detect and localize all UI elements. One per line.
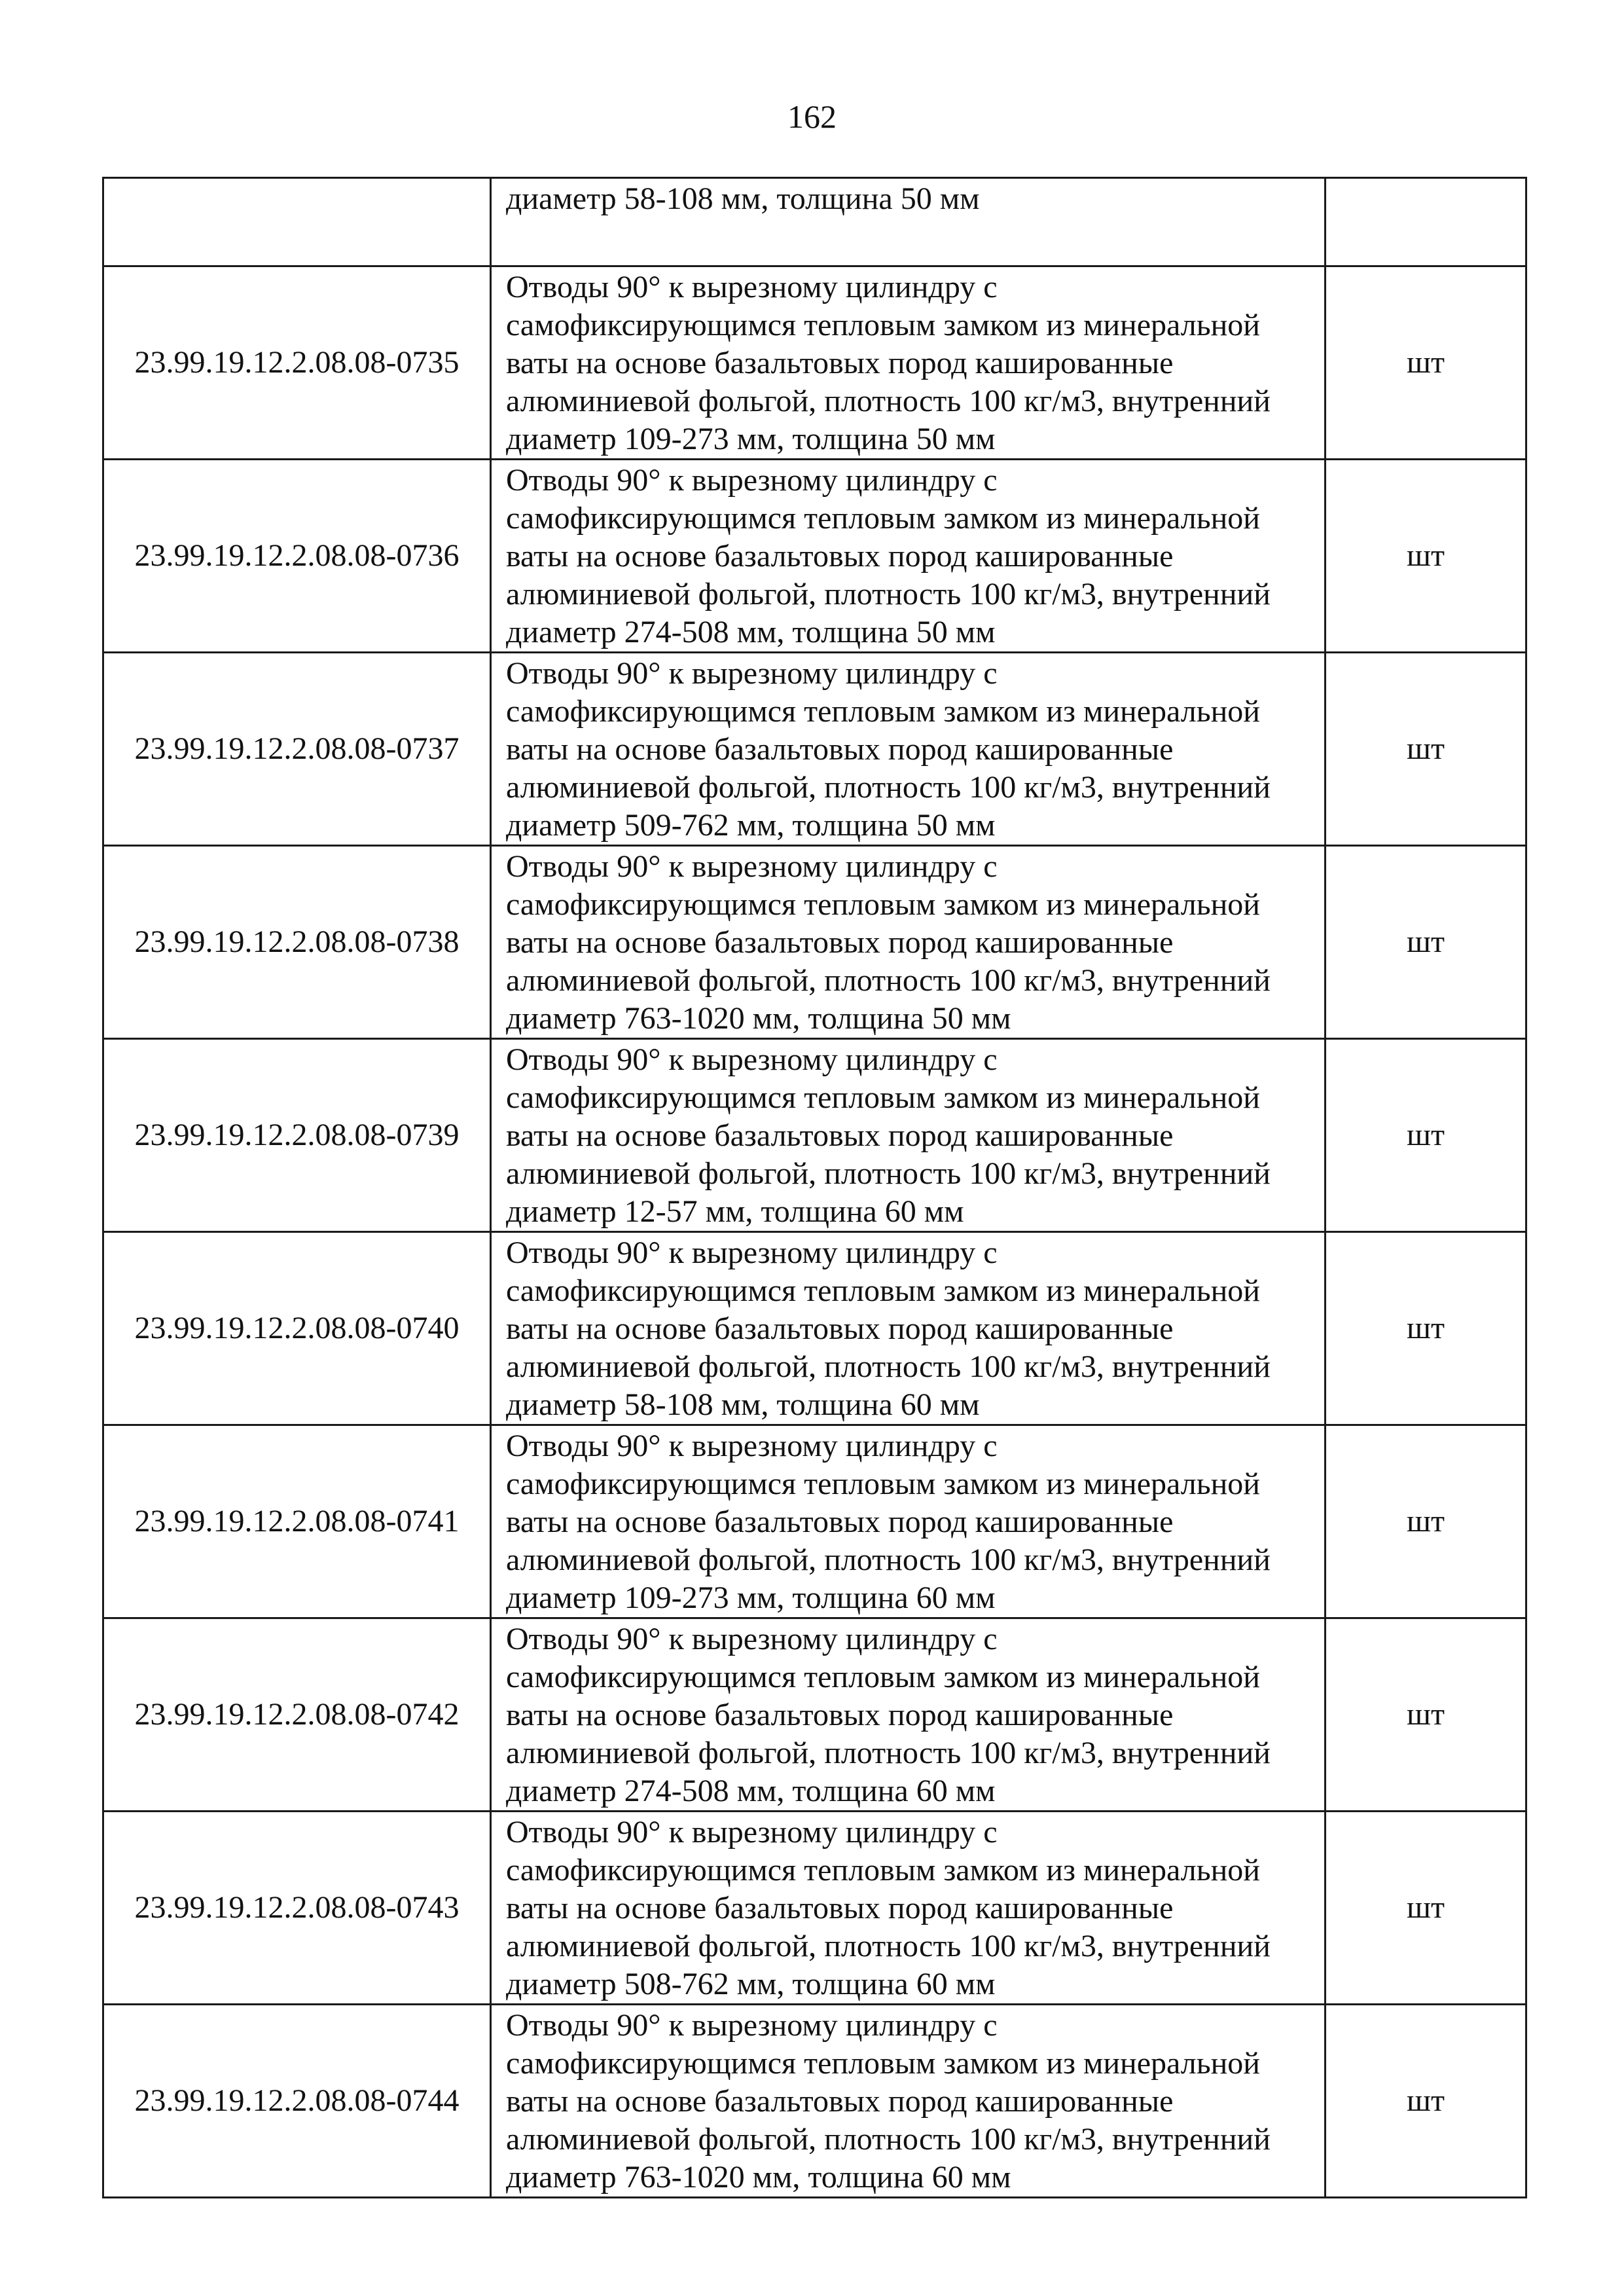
description-line: самофиксирующимся тепловым замком из минеральной (506, 1273, 1260, 1308)
description-cell: диаметр 58-108 мм, толщина 50 мм (491, 178, 1326, 266)
code-cell: 23.99.19.12.2.08.08-0743 (103, 1812, 491, 2005)
description-line: диаметр 508-762 мм, толщина 60 мм (506, 1967, 996, 2001)
description-line: ваты на основе базальтовых пород кашированные (506, 1504, 1174, 1539)
table-row (103, 2005, 1526, 2198)
table-row (103, 1812, 1526, 2005)
description-line: ваты на основе базальтовых пород кашированные (506, 1698, 1174, 1732)
description-line: самофиксирующимся тепловым замком из минеральной (506, 1660, 1260, 1694)
description-line: алюминиевой фольгой, плотность 100 кг/м3, внутренний (506, 1349, 1271, 1384)
description-cell (491, 1618, 1326, 1812)
table-row (103, 1039, 1526, 1232)
description-line: алюминиевой фольгой, плотность 100 кг/м3, внутренний (506, 1736, 1271, 1770)
unit-cell: шт (1326, 653, 1526, 846)
unit-cell: шт (1326, 1618, 1526, 1812)
description-line: диаметр 763-1020 мм, толщина 50 мм (506, 1001, 1011, 1036)
description-line: самофиксирующимся тепловым замком из минеральной (506, 1080, 1260, 1115)
description-line: диаметр 109-273 мм, толщина 50 мм (506, 422, 996, 456)
description-line: Отводы 90° к вырезному цилиндру с (506, 1042, 998, 1077)
code-cell (103, 178, 491, 266)
table-row (103, 178, 1526, 266)
description-line: алюминиевой фольгой, плотность 100 кг/м3, внутренний (506, 577, 1271, 611)
table-body (103, 178, 1526, 2198)
code-cell: 23.99.19.12.2.08.08-0737 (103, 653, 491, 846)
description-line: Отводы 90° к вырезному цилиндру с (506, 1429, 998, 1463)
code-cell: 23.99.19.12.2.08.08-0741 (103, 1425, 491, 1618)
unit-cell: шт (1326, 2005, 1526, 2198)
description-line: алюминиевой фольгой, плотность 100 кг/м3, внутренний (506, 770, 1271, 805)
description-line: ваты на основе базальтовых пород кашированные (506, 732, 1174, 767)
description-cell (491, 1039, 1326, 1232)
description-line: Отводы 90° к вырезному цилиндру с (506, 1815, 998, 1850)
description-line: алюминиевой фольгой, плотность 100 кг/м3, внутренний (506, 2122, 1271, 2157)
code-cell: 23.99.19.12.2.08.08-0742 (103, 1618, 491, 1812)
description-line: алюминиевой фольгой, плотность 100 кг/м3, внутренний (506, 1542, 1271, 1577)
code-cell: 23.99.19.12.2.08.08-0736 (103, 460, 491, 653)
description-line: Отводы 90° к вырезному цилиндру с (506, 849, 998, 884)
description-cell (491, 266, 1326, 460)
unit-cell: шт (1326, 1812, 1526, 2005)
description-cell (491, 1812, 1326, 2005)
description-line: алюминиевой фольгой, плотность 100 кг/м3, внутренний (506, 1929, 1271, 1963)
unit-cell: шт (1326, 460, 1526, 653)
description-line: самофиксирующимся тепловым замком из минеральной (506, 501, 1260, 536)
description-line: диаметр 274-508 мм, толщина 60 мм (506, 1774, 996, 1808)
description-cell (491, 2005, 1326, 2198)
description-line: ваты на основе базальтовых пород кашированные (506, 925, 1174, 960)
materials-table (102, 177, 1527, 2198)
description-line: ваты на основе базальтовых пород кашированные (506, 539, 1174, 574)
unit-cell: шт (1326, 266, 1526, 460)
description-line: алюминиевой фольгой, плотность 100 кг/м3, внутренний (506, 384, 1271, 418)
table-row (103, 1425, 1526, 1618)
description-line: диаметр 12-57 мм, толщина 60 мм (506, 1194, 964, 1229)
code-cell: 23.99.19.12.2.08.08-0739 (103, 1039, 491, 1232)
description-line: ваты на основе базальтовых пород кашированные (506, 2084, 1174, 2119)
description-line: Отводы 90° к вырезному цилиндру с (506, 463, 998, 498)
description-line: алюминиевой фольгой, плотность 100 кг/м3, внутренний (506, 1156, 1271, 1191)
description-line: Отводы 90° к вырезному цилиндру с (506, 656, 998, 691)
description-line: диаметр 274-508 мм, толщина 50 мм (506, 615, 996, 649)
description-line: самофиксирующимся тепловым замком из минеральной (506, 694, 1260, 729)
code-cell: 23.99.19.12.2.08.08-0738 (103, 846, 491, 1039)
description-line: Отводы 90° к вырезному цилиндру с (506, 2008, 998, 2043)
table-row (103, 266, 1526, 460)
table-row (103, 1618, 1526, 1812)
code-cell: 23.99.19.12.2.08.08-0740 (103, 1232, 491, 1425)
code-cell: 23.99.19.12.2.08.08-0735 (103, 266, 491, 460)
description-cell (491, 653, 1326, 846)
description-line: Отводы 90° к вырезному цилиндру с (506, 270, 998, 304)
description-line: ваты на основе базальтовых пород кашированные (506, 1311, 1174, 1346)
description-cell (491, 1425, 1326, 1618)
description-line: самофиксирующимся тепловым замком из минеральной (506, 887, 1260, 922)
description-cell (491, 1232, 1326, 1425)
description-line: самофиксирующимся тепловым замком из минеральной (506, 1467, 1260, 1501)
description-line: диаметр 763-1020 мм, толщина 60 мм (506, 2160, 1011, 2195)
description-line: самофиксирующимся тепловым замком из минеральной (506, 1853, 1260, 1887)
description-cell (491, 460, 1326, 653)
description-line: Отводы 90° к вырезному цилиндру с (506, 1622, 998, 1656)
description-line: ваты на основе базальтовых пород кашированные (506, 1891, 1174, 1925)
description-line: диаметр 109-273 мм, толщина 60 мм (506, 1580, 996, 1615)
table-row (103, 846, 1526, 1039)
description-line: алюминиевой фольгой, плотность 100 кг/м3, внутренний (506, 963, 1271, 998)
description-line: диаметр 58-108 мм, толщина 60 мм (506, 1387, 980, 1422)
code-cell: 23.99.19.12.2.08.08-0744 (103, 2005, 491, 2198)
table-row (103, 653, 1526, 846)
page-number: 162 (787, 98, 837, 135)
table-row (103, 1232, 1526, 1425)
table-row (103, 460, 1526, 653)
unit-cell (1326, 178, 1526, 266)
description-line: Отводы 90° к вырезному цилиндру с (506, 1235, 998, 1270)
description-line: диаметр 509-762 мм, толщина 50 мм (506, 808, 996, 843)
unit-cell: шт (1326, 1232, 1526, 1425)
unit-cell: шт (1326, 1039, 1526, 1232)
unit-cell: шт (1326, 1425, 1526, 1618)
description-line: ваты на основе базальтовых пород кашированные (506, 346, 1174, 380)
description-cell (491, 846, 1326, 1039)
description-line: ваты на основе базальтовых пород кашированные (506, 1118, 1174, 1153)
unit-cell: шт (1326, 846, 1526, 1039)
description-line: самофиксирующимся тепловым замком из минеральной (506, 308, 1260, 342)
description-line: самофиксирующимся тепловым замком из минеральной (506, 2046, 1260, 2081)
